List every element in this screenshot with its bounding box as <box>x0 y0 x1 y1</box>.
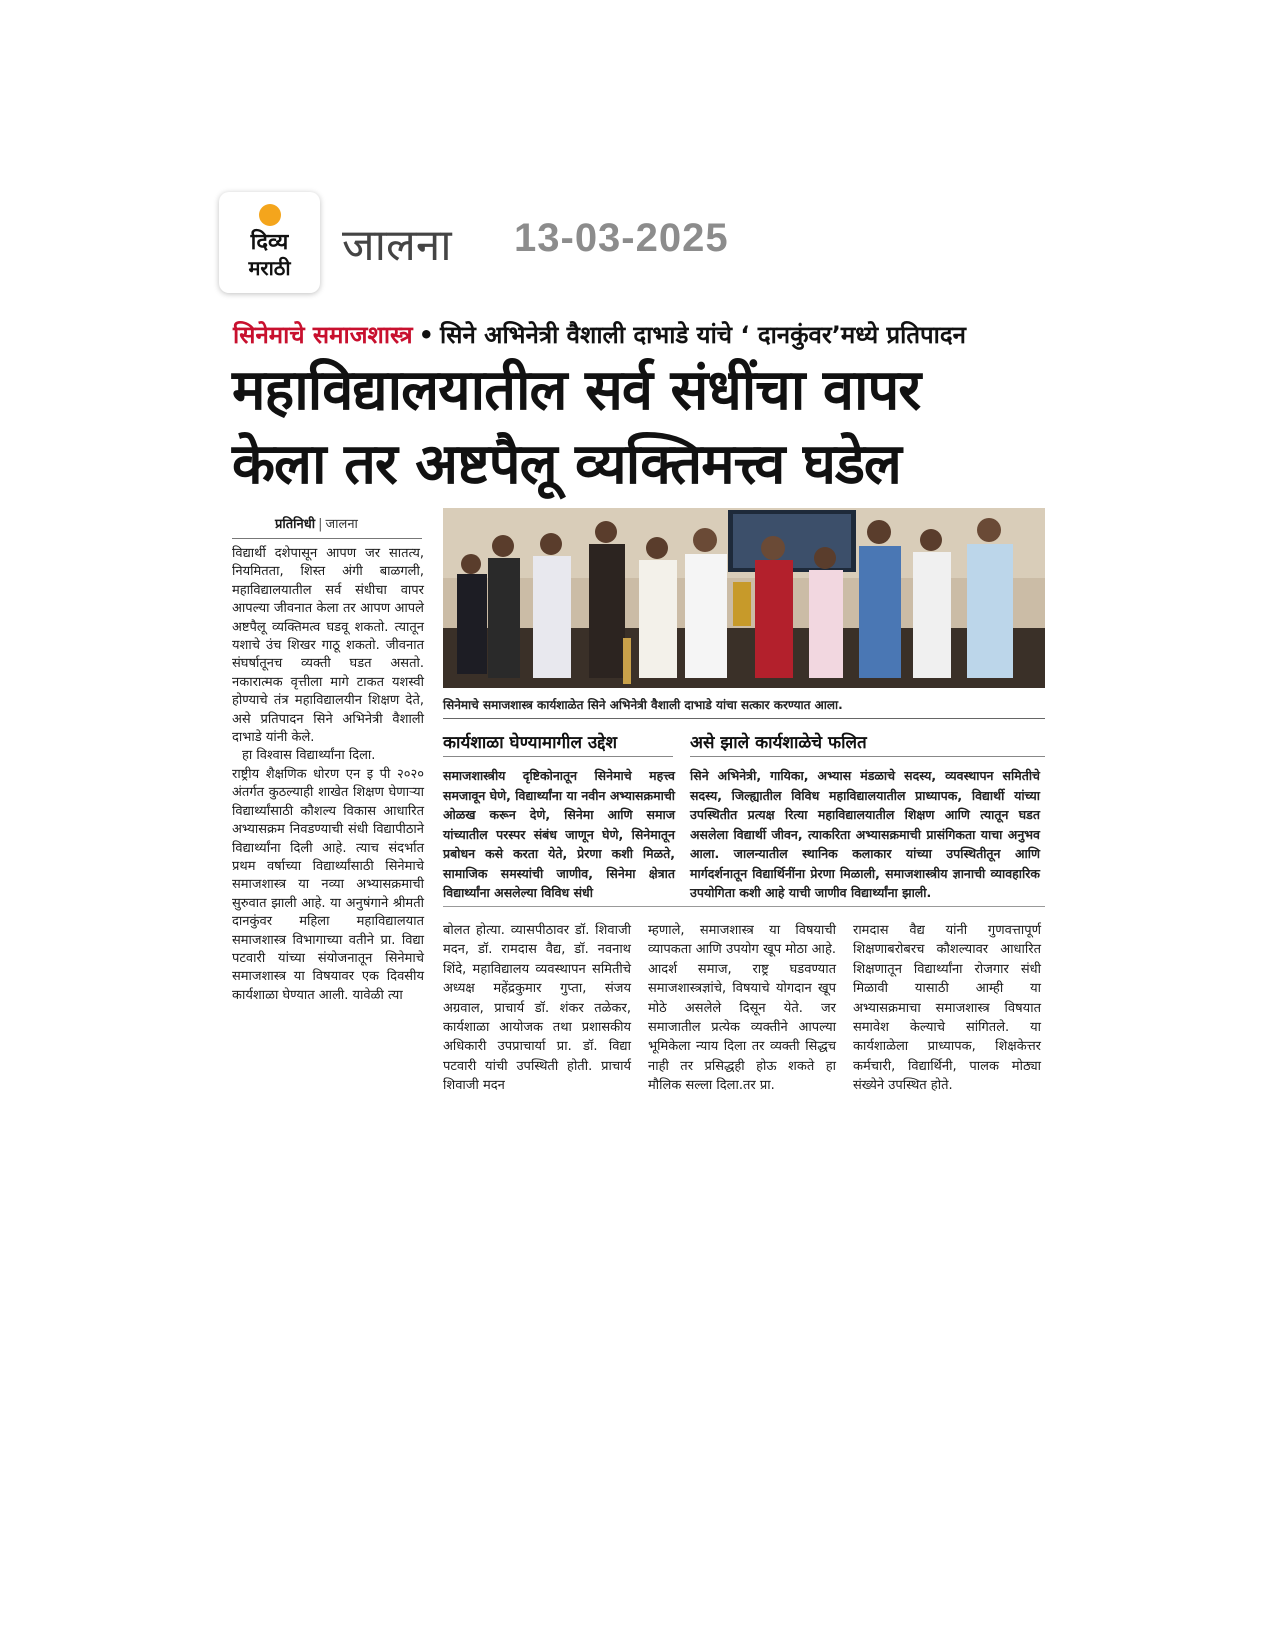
byline-reporter: प्रतिनिधी <box>275 517 316 532</box>
sun-logo-icon <box>259 204 281 226</box>
edition-city: जालना <box>342 220 452 271</box>
purpose-box-text: समाजशास्त्रीय दृष्टिकोनातून सिनेमाचे महत्त्व समजावून घेणे, विद्यार्थ्यांना या नवीन अभ्यासक्रमाची ओळख करून देणे, सिनेमा आणि समाज यांच्यातील परस्पर संबंध जाणून घेणे, सिनेमातून प्रबोधन कसे करता येते, प्रेरणा कशी मिळते, सामाजिक समस्यांची जाणीव, सिनेमा क्षेत्रात विद्यार्थ्यांना असलेल्या विविध संधी <box>443 768 675 900</box>
left-column <box>232 545 424 1005</box>
outcome-box-rule <box>690 756 1045 757</box>
edition-date: 13-03-2025 <box>514 216 729 260</box>
purpose-box-title: कार्यशाळा घेण्यामागील उद्देश <box>443 733 617 753</box>
headline-line-2: केला तर अष्टपैलू व्यक्तिमत्त्व घडेल <box>232 432 901 497</box>
outcome-box-text: सिने अभिनेत्री, गायिका, अभ्यास मंडळाचे सदस्य, व्यवस्थापन समितीचे सदस्य, जिल्ह्यातील विविध महाविद्यालयातील प्राध्यापक, विद्यार्थी यांच्या उपस्थितीत प्रत्यक्ष रित्या महाविद्यालयातील शिक्षण आणि त्यातून घडत असलेला विद्यार्थी जीवन, त्याकरिता अभ्यासक्रमाची प्रासंगिकता याचा अनुभव आला. जालन्यातील स्थानिक कलाकार यांच्या उपस्थितीतून आणि मार्गदर्शनातून विद्यार्थिनींना प्रेरणा मिळाली, समाजशास्त्रीय ज्ञानाची व्यावहारिक उपयोगिता कशी आहे याची जाणीव विद्यार्थ्यांना झाली. <box>690 768 1040 900</box>
outcome-box-title: असे झाले कार्यशाळेचे फलित <box>690 733 867 753</box>
kicker-subtitle: सिने अभिनेत्री वैशाली दाभाडे यांचे ‘ दानकुंवर’मध्ये प्रतिपादन <box>440 321 966 349</box>
byline <box>275 514 358 532</box>
group-photo-illustration <box>443 508 1045 688</box>
article-kicker <box>233 318 966 351</box>
article-headline <box>232 354 1052 502</box>
kicker-bullet: • <box>418 321 434 349</box>
event-photo <box>443 508 1045 688</box>
purpose-box-rule <box>443 756 673 757</box>
caption-divider <box>443 718 1045 719</box>
byline-divider <box>232 538 422 539</box>
body-column-2: म्हणाले, समाजशास्त्र या विषयाची व्यापकता आणि उपयोग खूप मोठा आहे. आदर्श समाज, राष्ट्र घडवण्यात समाजशास्त्रज्ञांचे, विषयाचे योगदान खूप मोठे असलेले दिसून येते. जर समाजातील प्रत्येक व्यक्तीने आपल्या भूमिकेला न्याय दिला तर व्यक्ती सिद्धच नाही तर प्रसिद्धही होऊ शकते हा मौलिक सल्ला दिला.तर प्रा. <box>648 923 836 1094</box>
body-column-3: रामदास वैद्य यांनी गुणवत्तापूर्ण शिक्षणाबरोबरच कौशल्यावर आधारित शिक्षणातून विद्यार्थ्यांना रोजगार संधी मिळावी यासाठी आम्ही या अभ्यासक्रमाचा समाजशास्त्र विषयात समावेश केल्याचे सांगितले. या कार्यशाळेला प्राध्यापक, शिक्षकेत्तर कर्मचारी, विद्यार्थिनी, पालक मोठ्या संख्येने उपस्थित होते. <box>853 923 1041 1094</box>
photo-caption: सिनेमाचे समाजशास्त्र कार्यशाळेत सिने अभिनेत्री वैशाली दाभाडे यांचा सत्कार करण्यात आला. <box>443 698 843 712</box>
headline-line-1: महाविद्यालयातील सर्व संधींचा वापर <box>232 358 921 423</box>
left-paragraph-2: हा विश्वास विद्यार्थ्यांना दिला. <box>242 748 376 764</box>
body-column-1: बोलत होत्या. व्यासपीठावर डॉ. शिवाजी मदन, डॉ. रामदास वैद्य, डॉ. नवनाथ शिंदे, महाविद्यालय व्यवस्थापन समितीचे अध्यक्ष महेंद्रकुमार गुप्ता, संजय अग्रवाल, प्राचार्य डॉ. शंकर तळेकर, कार्यशाळा आयोजक तथा प्रशासकीय अधिकारी उपप्राचार्या प्रा. डॉ. विद्या पटवारी यांची उपस्थिती होती. प्राचार्य शिवाजी मदन <box>443 923 631 1094</box>
kicker-topic: सिनेमाचे समाजशास्त्र <box>233 321 413 349</box>
left-paragraph-1: विद्यार्थी दशेपासून आपण जर सातत्य, नियमितता, शिस्त अंगी बाळगली, महाविद्यालयातील सर्व संधीचा वापर आपल्या जीवनात केला तर आपण आपले अष्टपैलू व्यक्तिमत्व घडवू शकतो. त्यातून यशाचे उंच शिखर गाठू शकतो. जीवनात संघर्षातूनच व्यक्ती घडत असतो. नकारात्मक वृत्तीला मागे टाकत यशस्वी होण्याचे तंत्र महाविद्यालयीन शिक्षण देते, असे प्रतिपादन सिने अभिनेत्री वैशाली दाभाडे यांनी केले. <box>232 546 424 746</box>
section-divider <box>443 906 1045 907</box>
divya-marathi-logo <box>219 192 320 293</box>
byline-place: जालना <box>325 517 358 532</box>
byline-separator: | <box>318 517 323 532</box>
left-paragraph-3: राष्ट्रीय शैक्षणिक धोरण एन इ पी २०२० अंतर्गत कुठल्याही शाखेत शिक्षण घेणाऱ्या विद्यार्थ्यांसाठी कौशल्य विकास आधारित अभ्यासक्रम निवडण्याची संधी विद्यापीठाने विद्यार्थ्यांना दिली आहे. त्याच संदर्भात प्रथम वर्षाच्या विद्यार्थ्यांसाठी सिनेमाचे समाजशास्त्र या नव्या अभ्यासक्रमाची सुरुवात झाली आहे. या अनुषंगाने श्रीमती दानकुंवर महिला महाविद्यालयात समाजशास्त्र विभागाच्या वतीने प्रा. विद्या पटवारी यांच्या संयोजनातून सिनेमाचे समाजशास्त्र या विषयावर एक दिवसीय कार्यशाळा घेण्यात आली. यावेळी त्या <box>232 766 424 1003</box>
logo-text-line2: मराठी <box>248 256 291 280</box>
logo-text-line1: दिव्य <box>250 229 289 255</box>
